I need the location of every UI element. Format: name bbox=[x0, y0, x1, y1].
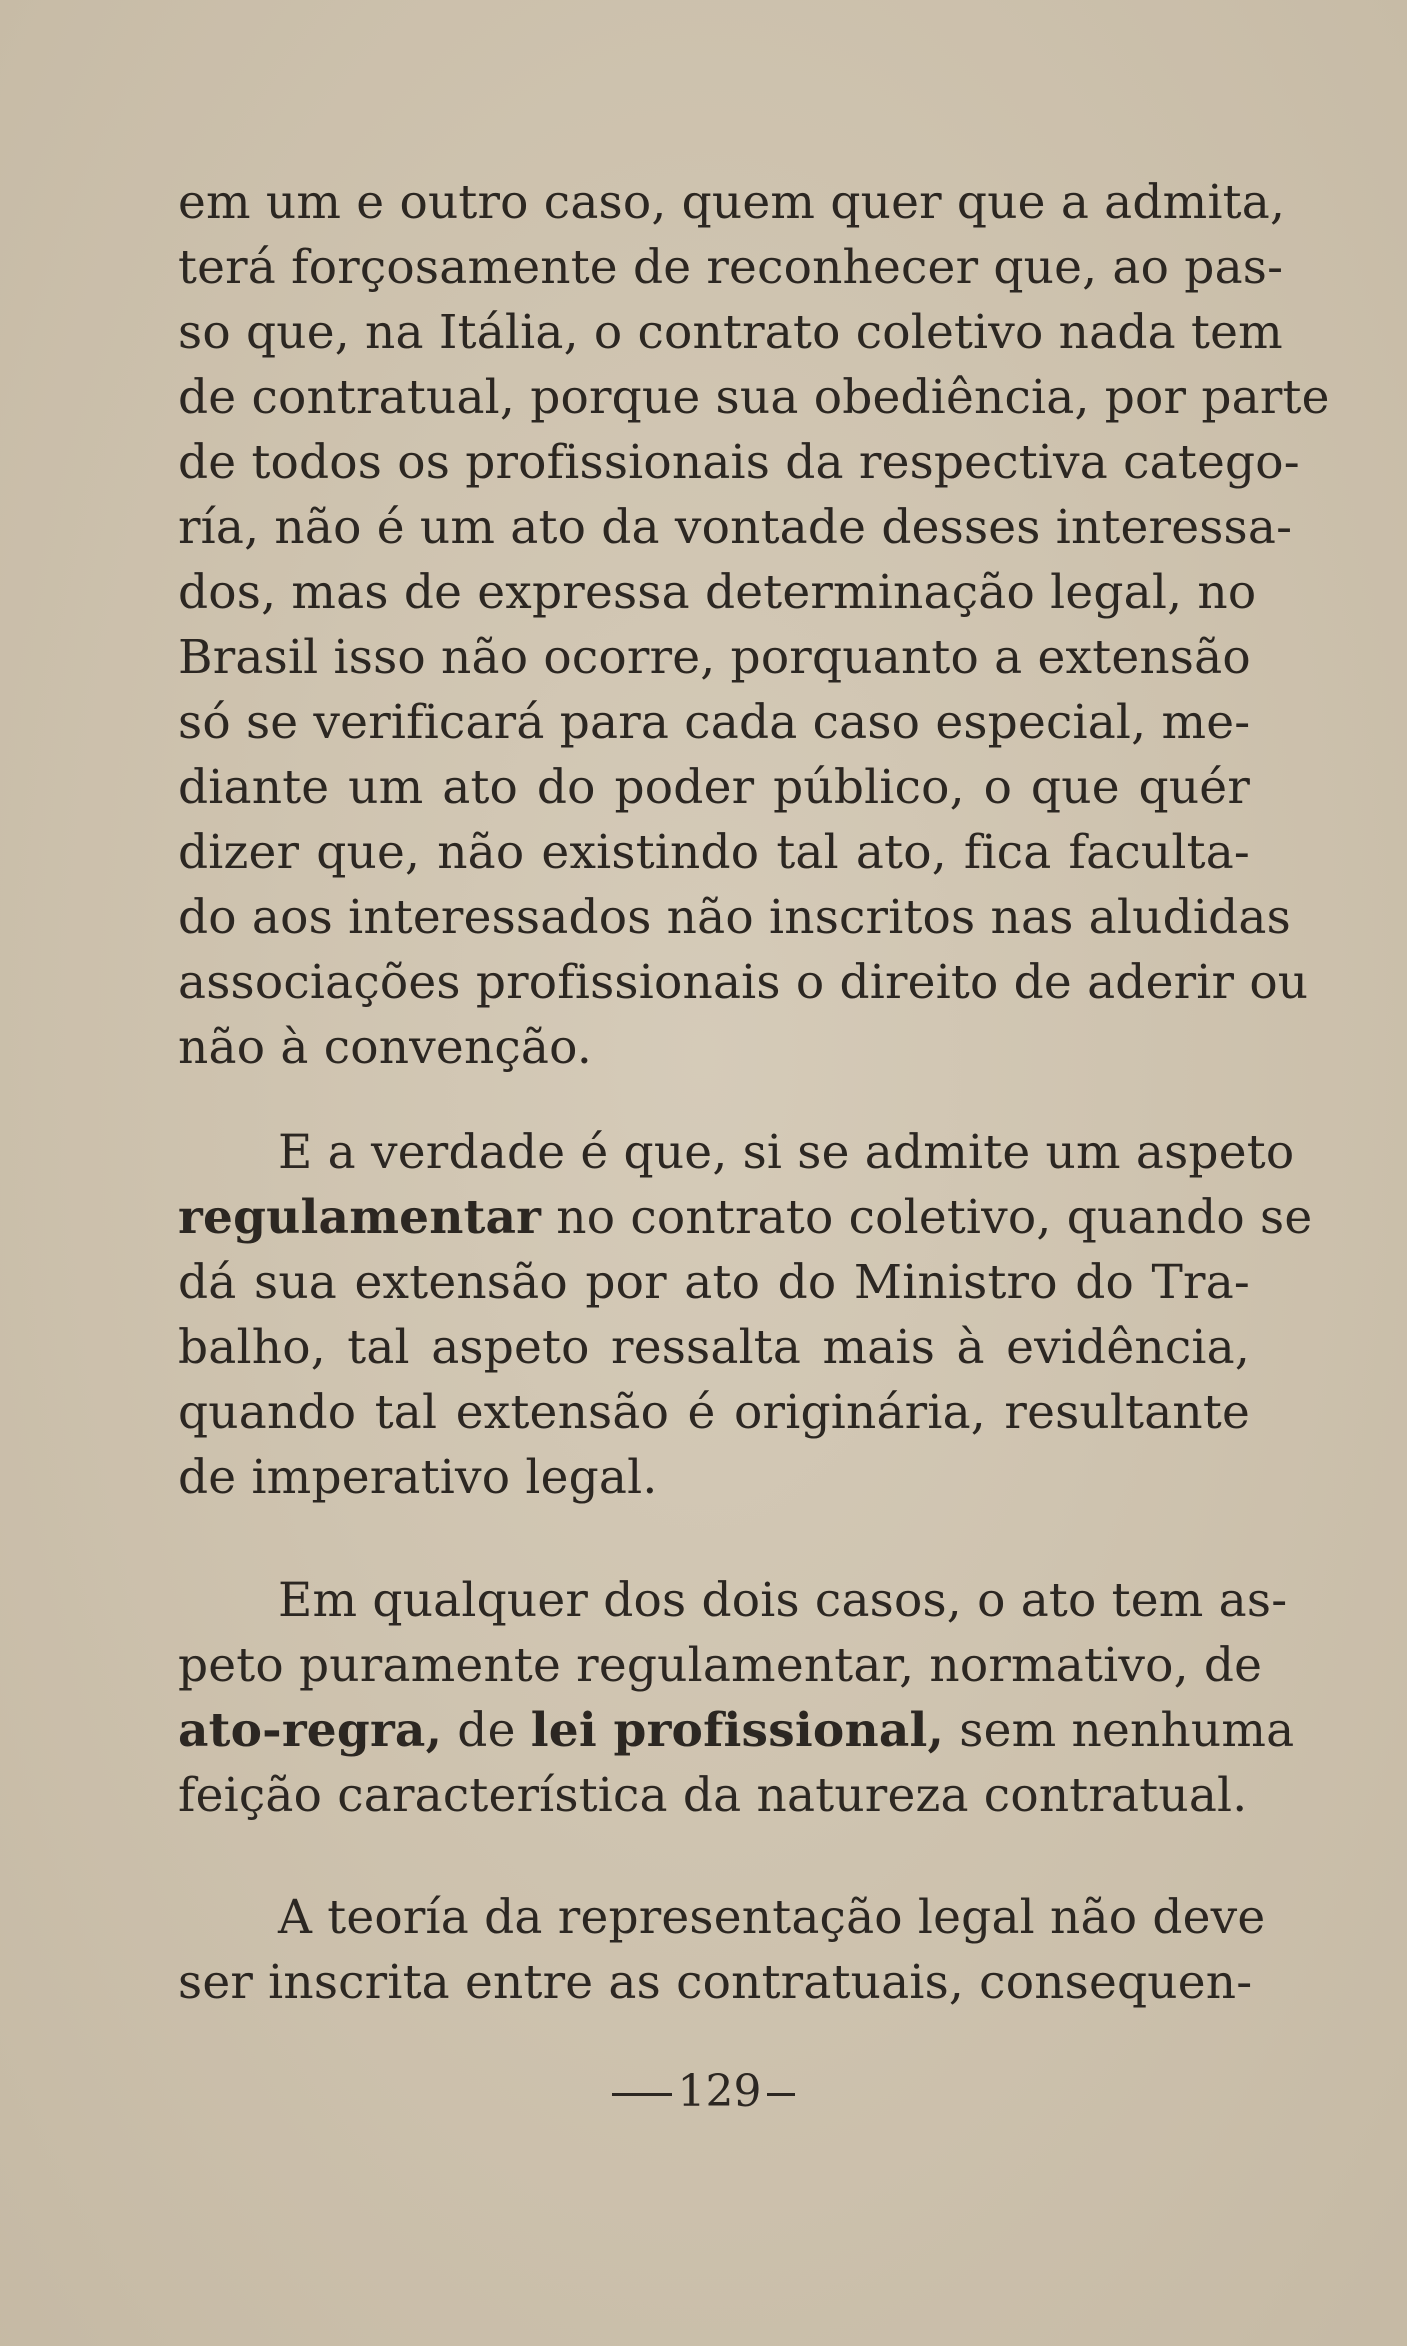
text-line: diante um ato do poder público, o que quér bbox=[178, 760, 1250, 815]
bold-term: regulamentar bbox=[178, 1190, 542, 1245]
text-line: dá sua extensão por ato do Ministro do Tra- bbox=[178, 1255, 1250, 1310]
text-line: dizer que, não existindo tal ato, fica faculta- bbox=[178, 825, 1250, 880]
text-line: Brasil isso não ocorre, porquanto a extensão bbox=[178, 630, 1251, 685]
text-line: só se verificará para cada caso especial, me- bbox=[178, 695, 1251, 750]
text-line: dos, mas de expressa determinação legal, no bbox=[178, 565, 1257, 620]
bold-term: lei profissional, bbox=[530, 1703, 945, 1758]
text-line: so que, na Itália, o contrato coletivo nada tem bbox=[178, 305, 1283, 360]
text-line: Em qualquer dos dois casos, o ato tem as- bbox=[278, 1573, 1288, 1628]
text-line: feição característica da natureza contratual. bbox=[178, 1768, 1248, 1823]
text-run: no contrato coletivo, quando se bbox=[541, 1190, 1313, 1245]
text-line: do aos interessados não inscritos nas aludidas bbox=[178, 890, 1291, 945]
text-line bbox=[178, 1698, 1295, 1763]
text-run: sem nenhuma bbox=[944, 1703, 1295, 1758]
paragraph-3 bbox=[178, 1568, 1295, 1828]
paragraph-1 bbox=[178, 170, 1330, 1080]
text-line: balho, tal aspeto ressalta mais à evidência, bbox=[178, 1320, 1250, 1375]
text-line: peto puramente regulamentar, normativo, de bbox=[178, 1638, 1263, 1693]
text-line: ser inscrita entre as contratuais, consequen- bbox=[178, 1955, 1253, 2010]
page-number bbox=[0, 2062, 1407, 2122]
text-line: quando tal extensão é originária, resultante bbox=[178, 1385, 1250, 1440]
text-line: associações profissionais o direito de aderir ou bbox=[178, 955, 1309, 1010]
text-line: E a verdade é que, si se admite um aspeto bbox=[278, 1125, 1295, 1180]
text-line: em um e outro caso, quem quer que a admita, bbox=[178, 175, 1286, 230]
bold-term: ato-regra, bbox=[178, 1703, 443, 1758]
text-line: de imperativo legal. bbox=[178, 1450, 658, 1505]
text-line: de contratual, porque sua obediência, por parte bbox=[178, 370, 1330, 425]
dash-left bbox=[612, 2093, 672, 2096]
text-run: de bbox=[442, 1703, 531, 1758]
text-line: não à convenção. bbox=[178, 1020, 592, 1075]
page-number-value: 129 bbox=[677, 2066, 762, 2117]
text-line: de todos os profissionais da respectiva catego- bbox=[178, 435, 1300, 490]
text-line: ría, não é um ato da vontade desses interessa- bbox=[178, 500, 1293, 555]
text-line bbox=[178, 1185, 1313, 1250]
dash-right bbox=[767, 2093, 795, 2096]
paragraph-2 bbox=[178, 1120, 1313, 1510]
paragraph-4 bbox=[178, 1885, 1266, 2015]
text-line: terá forçosamente de reconhecer que, ao pas- bbox=[178, 240, 1284, 295]
text-line: A teoría da representação legal não deve bbox=[278, 1890, 1266, 1945]
